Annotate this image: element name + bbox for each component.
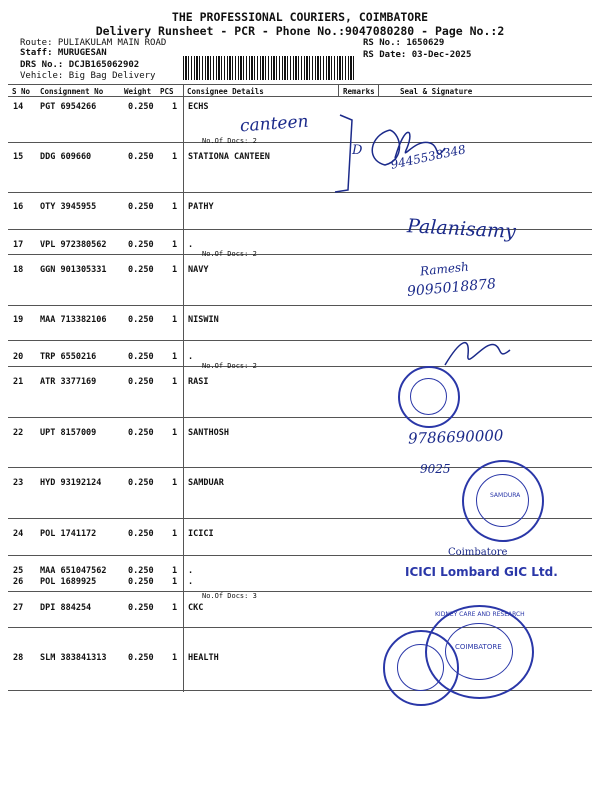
signature-scribble bbox=[440, 330, 520, 375]
consignee-cell: ECHS bbox=[188, 102, 209, 112]
col-header-weight: Weight bbox=[124, 87, 152, 96]
stamp-city-text: Coimbatore bbox=[448, 547, 508, 558]
consignment-cell: ATR 3377169 bbox=[40, 377, 97, 387]
consignee-cell: NISWIN bbox=[188, 315, 219, 325]
stamp-text: KIDNEY CARE AND RESEARCH bbox=[435, 611, 525, 618]
weight-cell: 0.250 bbox=[128, 653, 154, 663]
pcs-cell: 1 bbox=[172, 653, 178, 663]
round-stamp bbox=[398, 366, 460, 428]
pcs-cell: 1 bbox=[172, 377, 178, 387]
pcs-cell: 1 bbox=[172, 202, 178, 212]
consignee-cell: . bbox=[188, 577, 194, 587]
company-title: THE PROFESSIONAL COURIERS, COIMBATORE bbox=[171, 10, 429, 24]
pcs-cell: 1 bbox=[172, 577, 178, 587]
sno-cell: 25 bbox=[13, 566, 24, 576]
consignee-cell: CKC bbox=[188, 603, 204, 613]
table-header-border bbox=[8, 96, 592, 97]
consignment-cell: GGN 901305331 bbox=[40, 265, 107, 275]
consignee-cell: STATIONA CANTEEN bbox=[188, 152, 270, 162]
pcs-cell: 1 bbox=[172, 265, 178, 275]
col-header-consignee: Consignee Details bbox=[187, 87, 264, 96]
pcs-cell: 1 bbox=[172, 315, 178, 325]
runsheet-subtitle: Delivery Runsheet - PCR - Phone No.:9047080280 - Page No.:2 bbox=[95, 24, 505, 38]
consignment-cell: POL 1741172 bbox=[40, 529, 97, 539]
row-divider bbox=[8, 591, 592, 592]
vehicle-label: Vehicle: Big Bag Delivery bbox=[20, 71, 156, 81]
consignee-cell: . bbox=[188, 352, 194, 362]
handwritten-phone: 9445538348 bbox=[389, 142, 467, 172]
consignee-cell: PATHY bbox=[188, 202, 214, 212]
weight-cell: 0.250 bbox=[128, 352, 154, 362]
column-divider bbox=[183, 84, 184, 692]
consignee-cell: . bbox=[188, 566, 194, 576]
weight-cell: 0.250 bbox=[128, 102, 154, 112]
row-divider bbox=[8, 417, 592, 418]
sno-cell: 26 bbox=[13, 577, 24, 587]
weight-cell: 0.250 bbox=[128, 315, 154, 325]
stamp-text: ICICI Lombard GIC Ltd. bbox=[405, 565, 558, 579]
consignment-cell: PGT 6954266 bbox=[40, 102, 97, 112]
consignment-cell: MAA 713382106 bbox=[40, 315, 107, 325]
col-header-seal: Seal & Signature bbox=[400, 87, 473, 96]
handwritten-phone: 9095018878 bbox=[406, 276, 497, 300]
consignment-cell: TRP 6550216 bbox=[40, 352, 97, 362]
consignment-cell: POL 1689925 bbox=[40, 577, 97, 587]
pcs-cell: 1 bbox=[172, 352, 178, 362]
table-top-border bbox=[8, 84, 592, 85]
docs-count: No.Of Docs: 3 bbox=[202, 592, 257, 600]
column-divider bbox=[378, 84, 379, 96]
sno-cell: 15 bbox=[13, 152, 24, 162]
staff-label: Staff: MURUGESAN bbox=[20, 48, 107, 58]
weight-cell: 0.250 bbox=[128, 240, 154, 250]
weight-cell: 0.250 bbox=[128, 428, 154, 438]
barcode bbox=[183, 56, 355, 80]
row-divider bbox=[8, 142, 592, 143]
docs-count: No.Of Docs: 2 bbox=[202, 137, 257, 145]
row-divider bbox=[8, 254, 592, 255]
handwritten-phone: 9786690000 bbox=[407, 426, 504, 448]
weight-cell: 0.250 bbox=[128, 377, 154, 387]
rs-no-label: RS No.: 1650629 bbox=[363, 38, 445, 48]
consignment-cell: UPT 8157009 bbox=[40, 428, 97, 438]
consignee-cell: RASI bbox=[188, 377, 209, 387]
route-label: Route: PULIAKULAM MAIN ROAD bbox=[20, 38, 167, 48]
consignment-cell: MAA 651047562 bbox=[40, 566, 107, 576]
consignment-cell: OTY 3945955 bbox=[40, 202, 97, 212]
stamp-inner-ring bbox=[410, 378, 447, 415]
sno-cell: 20 bbox=[13, 352, 24, 362]
consignee-cell: ICICI bbox=[188, 529, 214, 539]
round-stamp bbox=[425, 605, 534, 699]
weight-cell: 0.250 bbox=[128, 603, 154, 613]
handwritten-name: Palanisamy bbox=[406, 215, 517, 243]
handwritten-note: canteen bbox=[239, 111, 310, 137]
pcs-cell: 1 bbox=[172, 102, 178, 112]
row-divider bbox=[8, 192, 592, 193]
handwritten-note: 9025 bbox=[420, 462, 451, 476]
handwritten-letter: D bbox=[352, 143, 363, 158]
col-header-remarks: Remarks bbox=[343, 87, 375, 96]
sno-cell: 24 bbox=[13, 529, 24, 539]
row-divider bbox=[8, 305, 592, 306]
consignee-cell: SAMDUAR bbox=[188, 478, 224, 488]
docs-count: No.Of Docs: 2 bbox=[202, 250, 257, 258]
stamp-inner-ring bbox=[476, 474, 529, 527]
handwritten-name: Ramesh bbox=[419, 259, 470, 279]
weight-cell: 0.250 bbox=[128, 265, 154, 275]
column-divider bbox=[338, 84, 339, 96]
pcs-cell: 1 bbox=[172, 529, 178, 539]
sno-cell: 18 bbox=[13, 265, 24, 275]
weight-cell: 0.250 bbox=[128, 566, 154, 576]
weight-cell: 0.250 bbox=[128, 152, 154, 162]
round-stamp bbox=[462, 460, 544, 542]
weight-cell: 0.250 bbox=[128, 529, 154, 539]
sno-cell: 14 bbox=[13, 102, 24, 112]
pcs-cell: 1 bbox=[172, 566, 178, 576]
consignment-cell: VPL 972380562 bbox=[40, 240, 107, 250]
stamp-text: COIMBATORE bbox=[455, 643, 502, 651]
col-header-consignment: Consignment No bbox=[40, 87, 104, 96]
consignee-cell: . bbox=[188, 240, 194, 250]
pcs-cell: 1 bbox=[172, 240, 178, 250]
pcs-cell: 1 bbox=[172, 428, 178, 438]
drs-label: DRS No.: DCJB165062902 bbox=[20, 60, 140, 70]
stamp-inner-ring bbox=[445, 623, 513, 680]
sno-cell: 28 bbox=[13, 653, 24, 663]
sno-cell: 16 bbox=[13, 202, 24, 212]
consignee-cell: HEALTH bbox=[188, 653, 219, 663]
consignee-cell: SANTHOSH bbox=[188, 428, 229, 438]
pcs-cell: 1 bbox=[172, 478, 178, 488]
consignment-cell: DDG 609660 bbox=[40, 152, 92, 162]
consignment-cell: SLM 383841313 bbox=[40, 653, 107, 663]
consignment-cell: DPI 884254 bbox=[40, 603, 92, 613]
consignment-cell: HYD 93192124 bbox=[40, 478, 102, 488]
rs-date-label: RS Date: 03-Dec-2025 bbox=[363, 50, 472, 60]
pcs-cell: 1 bbox=[172, 152, 178, 162]
consignee-cell: NAVY bbox=[188, 265, 209, 275]
docs-count: No.Of Docs: 2 bbox=[202, 362, 257, 370]
stamp-text: SAMDURA bbox=[490, 492, 521, 499]
sno-cell: 19 bbox=[13, 315, 24, 325]
sno-cell: 27 bbox=[13, 603, 24, 613]
weight-cell: 0.250 bbox=[128, 478, 154, 488]
sno-cell: 23 bbox=[13, 478, 24, 488]
col-header-pcs: PCS bbox=[160, 87, 174, 96]
weight-cell: 0.250 bbox=[128, 577, 154, 587]
sno-cell: 22 bbox=[13, 428, 24, 438]
weight-cell: 0.250 bbox=[128, 202, 154, 212]
pcs-cell: 1 bbox=[172, 603, 178, 613]
sno-cell: 17 bbox=[13, 240, 24, 250]
sno-cell: 21 bbox=[13, 377, 24, 387]
col-header-sno: S No bbox=[12, 87, 31, 96]
